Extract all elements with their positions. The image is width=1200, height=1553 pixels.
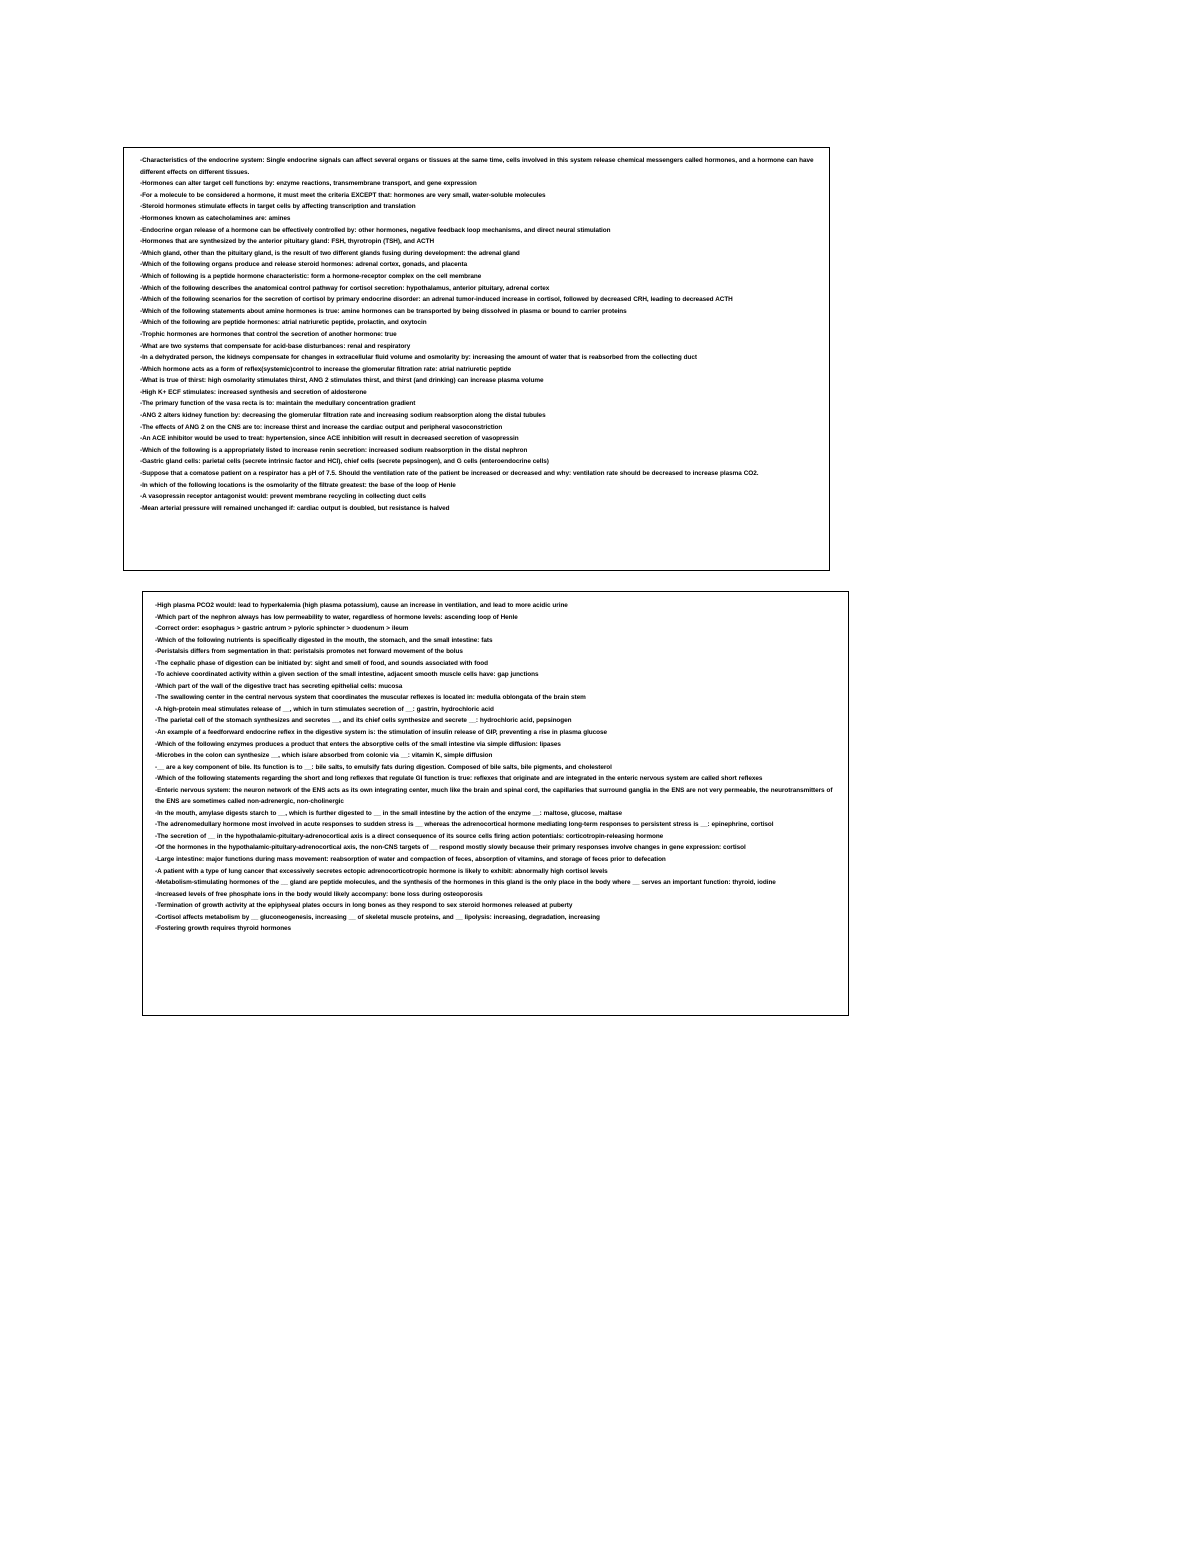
note-line: -Suppose that a comatose patient on a respirator has a pH of 7.5. Should the ventilation rate of the patient be increased or decreased and why: ventilation rate should be decreased to increase plasma CO2. [140,470,759,478]
note-line: -High plasma PCO2 would: lead to hyperkalemia (high plasma potassium), cause an increase in ventilation, and lead to more acidic urine [155,602,568,609]
note-line: -The primary function of the vasa recta is to: maintain the medullary concentration gradient [140,400,416,408]
note-line: -A patient with a type of lung cancer that excessively secretes ectopic adrenocorticotropic hormone is likely to exhibit: abnormally high cortisol levels [155,867,608,875]
note-line: -Which of the following statements regarding the short and long reflexes that regulate GI function is true: reflexes that originate and are integrated in the enteric nervous system are called short reflexes [155,775,763,783]
note-line: -Which of following is a peptide hormone characteristic: form a hormone-receptor complex on the cell membrane [140,272,482,280]
note-line: -Endocrine organ release of a hormone can be effectively controlled by: other hormones, negative feedback loop mechanisms, and direct neural stimulation [140,226,611,234]
note-line: -Characteristics of the endocrine system: Single endocrine signals can affect several organs or tissues at the same time, cells involved in this system release chemical messengers called hormones, and a hormone can have different effects on different tissues. [140,157,814,176]
note-line: -Fostering growth requires thyroid hormones [155,925,292,933]
note-line: -Hormones can alter target cell functions by: enzyme reactions, transmembrane transport, and gene expression [140,180,477,188]
note-line: -Enteric nervous system: the neuron network of the ENS acts as its own integrating center, much like the brain and spinal cord, the capillaries that surround ganglia in the ENS are not very permeable, the neurotransmitters of the ENS are sometimes called non-adrenergic, non-cholinergic [155,786,833,806]
note-line: -Which of the following are peptide hormones: atrial natriuretic peptide, prolactin, and oxytocin [140,319,427,327]
note-line: -Microbes in the colon can synthesize __, which is/are absorbed from colonic via __: vitamin K, simple diffusion [155,752,493,760]
note-line: -__ are a key component of bile. Its function is to __: bile salts, to emulsify fats during digestion. Composed of bile salts, bile pigments, and cholesterol [155,763,612,771]
note-line: -The cephalic phase of digestion can be initiated by: sight and smell of food, and sounds associated with food [155,659,488,667]
note-line: -In which of the following locations is the osmolarity of the filtrate greatest: the base of the loop of Henle [140,481,456,489]
note-line: -Which of the following scenarios for the secretion of cortisol by primary endocrine disorder: an adrenal tumor-induced increase in cortisol, followed by decreased CRH, leading to decreased ACTH [140,296,733,304]
note-line: -A vasopressin receptor antagonist would: prevent membrane recycling in collecting duct cells [140,493,427,501]
note-line: -What is true of thirst: high osmolarity stimulates thirst, ANG 2 stimulates thirst, and thirst (and drinking) can increase plasma volume [140,377,544,385]
note-line: -Large intestine: major functions during mass movement: reabsorption of water and compaction of feces, absorption of vitamins, and storage of feces prior to defecation [155,856,666,864]
note-line: -For a molecule to be considered a hormone, it must meet the criteria EXCEPT that: hormones are very small, water-soluble molecules [140,191,546,199]
note-line: -To achieve coordinated activity within a given section of the small intestine, adjacent smooth muscle cells have: gap junctions [155,671,539,679]
note-line: -Which part of the wall of the digestive tract has secreting epithelial cells: mucosa [155,682,403,690]
note-line: -Which of the following describes the anatomical control pathway for cortisol secretion: hypothalamus, anterior pituitary, adrenal cortex [140,284,550,292]
note-line: -The swallowing center in the central nervous system that coordinates the muscular reflexes is located in: medulla oblongata of the brain stem [155,694,586,702]
note-line: -Cortisol affects metabolism by __ gluconeogenesis, increasing __ of skeletal muscle proteins, and __ lipolysis: increasing, degradation, increasing [155,913,600,921]
notes-box-1 [123,147,830,571]
note-line: -Steroid hormones stimulate effects in target cells by affecting transcription and translation [140,203,416,211]
note-line: -What are two systems that compensate for acid-base disturbances: renal and respiratory [140,342,411,350]
note-line: -Which hormone acts as a form of reflex(systemic)control to increase the glomerular filtration rate: atrial natriuretic peptide [140,365,512,373]
note-line: -Peristalsis differs from segmentation in that: peristalsis promotes net forward movement of the bolus [155,648,463,656]
note-line: -Which of the following statements about amine hormones is true: amine hormones can be transported by being dissolved in plasma or bound to carrier proteins [140,307,627,315]
note-line: -Which part of the nephron always has low permeability to water, regardless of hormone levels: ascending loop of Henle [155,613,518,621]
note-line: -The effects of ANG 2 on the CNS are to: increase thirst and increase the cardiac output and peripheral vasoconstriction [140,423,503,431]
note-line: -Which of the following nutrients is specifically digested in the mouth, the stomach, and the small intestine: fats [155,636,493,644]
note-line: -An ACE inhibitor would be used to treat: hypertension, since ACE inhibition will result in decreased secretion of vasopressin [140,435,519,443]
note-line: -Increased levels of free phosphate ions in the body would likely accompany: bone loss during osteoporosis [155,890,483,898]
notes-list-1 [140,155,817,514]
note-line: -An example of a feedforward endocrine reflex in the digestive system is: the stimulation of insulin release of GIP, preventing a rise in plasma glucose [155,729,608,737]
note-line: -Which of the following enzymes produces a product that enters the absorptive cells of the small intestine via simple diffusion: lipases [155,740,561,748]
note-line: -Mean arterial pressure will remained unchanged if: cardiac output is doubled, but resistance is halved [140,504,450,512]
notes-list-2 [155,600,836,935]
note-line: -In the mouth, amylase digests starch to __, which is further digested to __ in the small intestine by the action of the enzyme __: maltose, glucose, maltase [155,809,623,817]
note-line: -The parietal cell of the stomach synthesizes and secretes __, and its chief cells synthesize and secrete __: hydrochloric acid, pepsinogen [155,717,572,725]
note-line: -Termination of growth activity at the epiphyseal plates occurs in long bones as they respond to sex steroid hormones released at puberty [155,902,573,910]
note-line: -Hormones known as catecholamines are: amines [140,214,291,222]
note-line: -Gastric gland cells: parietal cells (secrete intrinsic factor and HCl), chief cells (secrete pepsinogen), and G cells (enteroendocrine cells) [140,458,549,466]
note-line: -Of the hormones in the hypothalamic-pituitary-adrenocortical axis, the non-CNS targets of __ respond mostly slowly because their primary responses involve changes in gene expression: cortisol [155,844,746,852]
notes-box-2 [142,591,849,1016]
note-line: -ANG 2 alters kidney function by: decreasing the glomerular filtration rate and increasing sodium reabsorption along the distal tubules [140,412,546,420]
note-line: -A high-protein meal stimulates release of __, which in turn stimulates secretion of __: gastrin, hydrochloric acid [155,705,494,713]
note-line: -Which of the following is a appropriately listed to increase renin secretion: increased sodium reabsorption in the distal nephron [140,446,528,454]
note-line: -The adrenomedullary hormone most involved in acute responses to sudden stress is __ whereas the adrenocortical hormone mediating long-term responses to persistent stress is __: epinephrine, cortisol [155,821,774,829]
note-line: -Which of the following organs produce and release steroid hormones: adrenal cortex, gonads, and placenta [140,261,468,269]
note-line: -Which gland, other than the pituitary gland, is the result of two different glands fusing during development: the adrenal gland [140,249,520,257]
note-line: -Correct order: esophagus > gastric antrum > pyloric sphincter > duodenum > ileum [155,625,409,633]
note-line: -Trophic hormones are hormones that control the secretion of another hormone: true [140,330,397,338]
note-line: -Hormones that are synthesized by the anterior pituitary gland: FSH, thyrotropin (TSH), and ACTH [140,238,435,246]
note-line: -High K+ ECF stimulates: increased synthesis and secretion of aldosterone [140,388,367,396]
note-line: -In a dehydrated person, the kidneys compensate for changes in extracellular fluid volume and osmolarity by: increasing the amount of water that is reabsorbed from the collecting duct [140,354,697,362]
note-line: -The secretion of __ in the hypothalamic-pituitary-adrenocortical axis is a direct consequence of its source cells firing action potentials: corticotropin-releasing hormone [155,832,664,840]
note-line: -Metabolism-stimulating hormones of the __ gland are peptide molecules, and the synthesis of the hormones in this gland is the only place in the body where __ serves an important function: thyroid, iodine [155,879,776,887]
